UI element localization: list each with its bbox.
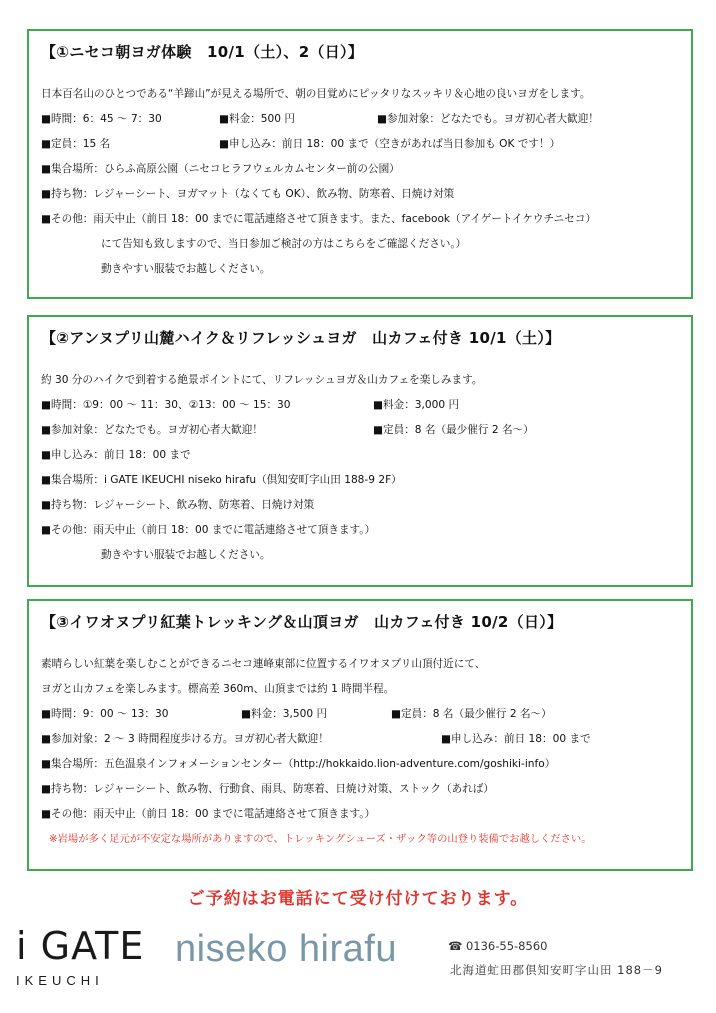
event-3-desc-2: ヨガと山カフェを楽しみます。標高差 360m、山頂までは約 1 時間半程。 [41, 683, 395, 695]
event-3-apply: 申し込み：前日 18：00 まで [451, 733, 591, 745]
event-3-capacity: 定員：8 名（最少催行 2 名〜） [401, 708, 552, 720]
event-3-target: 参加対象：2 〜 3 時間程度歩ける方。ヨガ初心者大歓迎！ [51, 733, 329, 745]
event-1-title: 【①ニセコ朝ヨガ体験 10/1（土）、2（日）】 [41, 43, 364, 61]
event-1-other-3: 動きやすい服装でお越しください。 [101, 263, 271, 275]
event-2-box [27, 315, 693, 587]
event-2-desc: 約 30 分のハイクで到着する絶景ポイントにて、リフレッシュヨガ＆山カフェを楽しみます。 [41, 374, 483, 386]
event-2-other: その他：雨天中止（前日 18：00 までに電話連絡させて頂きます。） [51, 524, 376, 536]
event-2-fee: 料金：3,000 円 [383, 399, 460, 411]
event-3-note: ※岩場が多く足元が不安定な場所がありますので、トレッキングシューズ・ザック等の山登り装備でお越しください。 [49, 833, 592, 845]
event-1-other: その他：雨天中止（前日 18：00 までに電話連絡させて頂きます。また、facebook（アイゲートイケウチニセコ） [51, 213, 597, 225]
event-1-items: 持ち物：レジャーシート、ヨガマット（なくても OK）、飲み物、防寒着、日焼け対策 [51, 188, 455, 200]
event-3-time: 時間：9：00 〜 13：30 [51, 708, 169, 720]
phone-number: ☎ 0136-55-8560 [448, 939, 548, 953]
event-1-place: 集合場所：ひらふ高原公園（ニセコヒラフウェルカムセンター前の公園） [51, 163, 400, 175]
event-2-capacity: 定員：8 名（最少催行 2 名〜） [383, 424, 534, 436]
logo-niseko-hirafu: niseko hirafu [175, 928, 397, 970]
event-1-fee: 料金：500 円 [229, 113, 295, 125]
event-3-desc-1: 素晴らしい紅葉を楽しむことができるニセコ連峰東部に位置するイワオヌプリ山頂付近にて、 [41, 658, 486, 670]
event-1-apply: 申し込み：前日 18：00 まで（空きがあれば当日参加も OK です！） [229, 138, 561, 150]
event-3-title: 【③イワオヌプリ紅葉トレッキング＆山頂ヨガ 山カフェ付き 10/2（日）】 [41, 613, 563, 631]
event-1-capacity: 定員：15 名 [51, 138, 111, 150]
event-1-other-2: にて告知も致しますので、当日参加ご検討の方はこちらをご確認ください。） [101, 238, 467, 250]
event-3-fee: 料金：3,500 円 [251, 708, 328, 720]
event-2-other-2: 動きやすい服装でお越しください。 [101, 549, 271, 561]
event-2-apply: 申し込み：前日 18：00 まで [51, 449, 191, 461]
event-1-desc: 日本百名山のひとつである“羊蹄山”が見える場所で、朝の目覚めにピッタリなスッキリ＆心地の良いヨガをします。 [41, 88, 591, 100]
event-2-place: 集合場所：i GATE IKEUCHI niseko hirafu（倶知安町字山田 188-9 2F） [51, 474, 402, 486]
event-1-time: 時間：6：45 〜 7：30 [51, 113, 162, 125]
logo-igate: i GATE [16, 924, 145, 968]
reservation-cta: ご予約はお電話にて受け付けております。 [187, 889, 529, 909]
logo-ikeuchi: IKEUCHI [16, 973, 104, 988]
address: 北海道虻田郡倶知安町字山田 188－9 [450, 963, 663, 977]
event-2-title: 【②アンヌプリ山麓ハイク＆リフレッシュヨガ 山カフェ付き 10/1（土）】 [41, 329, 561, 347]
event-3-other: その他：雨天中止（前日 18：00 までに電話連絡させて頂きます。） [51, 808, 376, 820]
event-2-items: 持ち物：レジャーシート、飲み物、防寒着、日焼け対策 [51, 499, 315, 511]
event-1-box [27, 29, 693, 299]
event-3-items: 持ち物：レジャーシート、飲み物、行動食、雨具、防寒着、日焼け対策、ストック（あれば） [51, 783, 494, 795]
event-2-target: 参加対象：どなたでも。ヨガ初心者大歓迎！ [51, 424, 263, 436]
event-3-place: 集合場所：五色温泉インフォメーションセンター（http://hokkaido.lion-adventure.com/goshiki-info） [51, 758, 556, 770]
event-3-box [27, 599, 693, 871]
event-2-time: 時間：①9：00 〜 11：30、②13：00 〜 15：30 [51, 399, 291, 411]
event-1-target: 参加対象：どなたでも。ヨガ初心者大歓迎！ [387, 113, 599, 125]
